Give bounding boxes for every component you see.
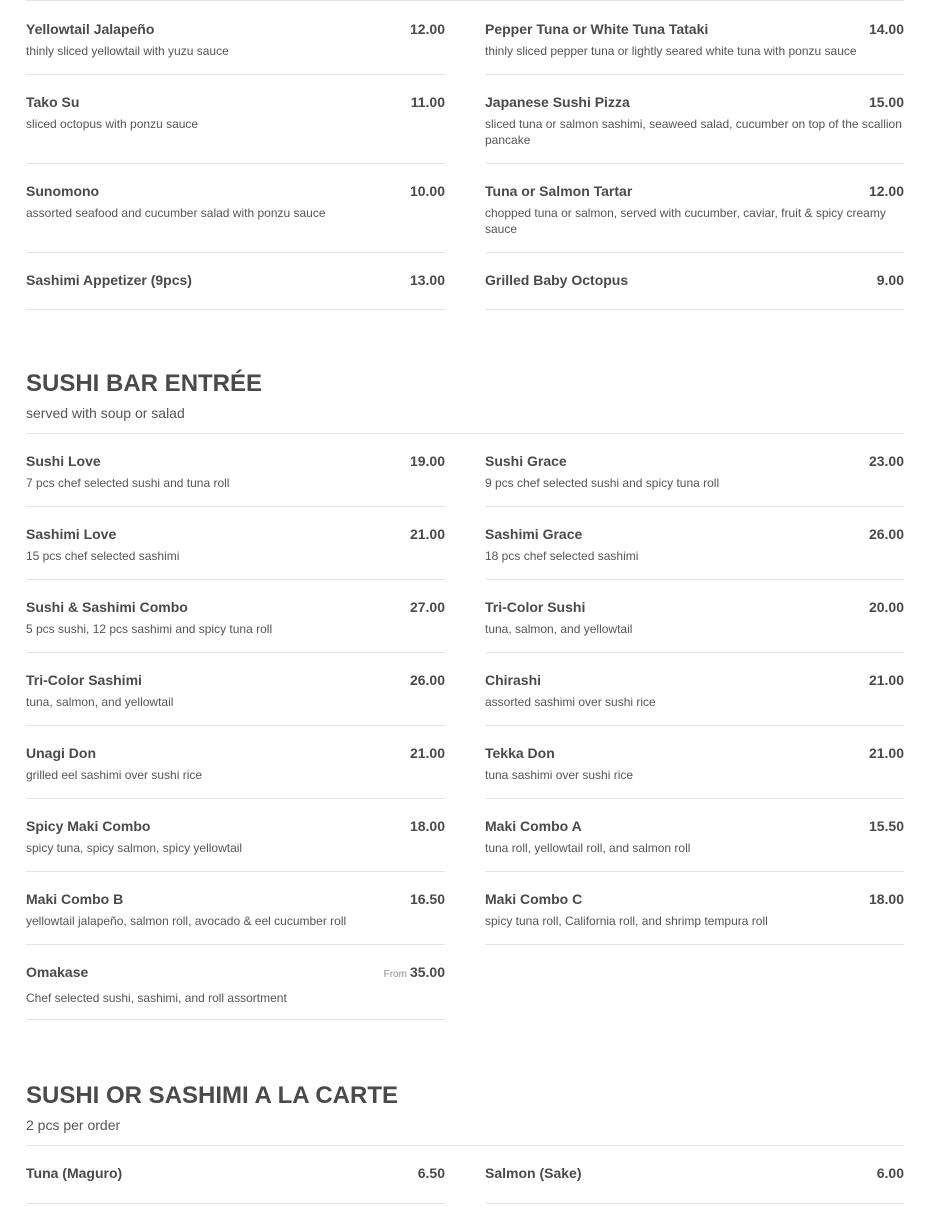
- menu-item[interactable]: [26, 653, 445, 726]
- item-name: Sunomono: [26, 183, 100, 199]
- item-description: spicy tuna, spicy salmon, spicy yellowtail: [26, 841, 243, 855]
- menu-item[interactable]: [485, 726, 904, 799]
- item-name: Grilled Baby Octopus: [485, 272, 629, 288]
- price-from-label: From: [383, 969, 407, 980]
- alacarte-column-left: [26, 1146, 445, 1204]
- menu-item[interactable]: [485, 1, 904, 75]
- item-price: 23.00: [868, 453, 904, 469]
- menu-item[interactable]: [26, 75, 445, 164]
- item-price: 12.00: [868, 183, 904, 199]
- item-description: spicy tuna roll, California roll, and shrimp tempura roll: [485, 914, 768, 928]
- item-description: thinly sliced pepper tuna or lightly seared white tuna with ponzu sauce: [485, 44, 857, 58]
- menu-item[interactable]: [26, 434, 445, 507]
- item-description: assorted seafood and cucumber salad with ponzu sauce: [26, 206, 326, 220]
- menu-item[interactable]: [485, 507, 904, 580]
- item-price: 21.00: [868, 745, 904, 761]
- item-description: tuna sashimi over sushi rice: [485, 768, 634, 782]
- appetizer-column-left: [26, 1, 445, 310]
- menu-item[interactable]: [485, 872, 904, 945]
- item-description: grilled eel sashimi over sushi rice: [26, 768, 203, 782]
- item-description: tuna, salmon, and yellowtail: [485, 622, 633, 636]
- item-price: 20.00: [868, 599, 904, 615]
- entree-grid: [26, 434, 904, 1020]
- item-name: Spicy Maki Combo: [26, 818, 151, 834]
- item-price: 15.00: [868, 94, 904, 110]
- menu-item[interactable]: [485, 75, 904, 164]
- item-description: sliced tuna or salmon sashimi, seaweed salad, cucumber on top of the scallion pancake: [485, 117, 902, 147]
- item-price: 27.00: [409, 599, 445, 615]
- item-description: tuna, salmon, and yellowtail: [26, 695, 174, 709]
- menu-item[interactable]: [485, 653, 904, 726]
- item-price: 21.00: [868, 672, 904, 688]
- item-price: 18.00: [409, 818, 445, 834]
- item-name: Sashimi Love: [26, 526, 117, 542]
- menu-item[interactable]: [26, 164, 445, 253]
- item-price: 10.00: [409, 183, 445, 199]
- menu-item[interactable]: [26, 580, 445, 653]
- item-price: 15.50: [868, 818, 904, 834]
- item-name: Sushi Grace: [485, 453, 567, 469]
- item-name: Japanese Sushi Pizza: [485, 94, 630, 110]
- appetizer-column-right: [485, 1, 904, 310]
- item-description: yellowtail jalapeño, salmon roll, avocado & eel cucumber roll: [26, 914, 347, 928]
- item-price: 16.50: [409, 891, 445, 907]
- item-name: Chirashi: [485, 672, 542, 688]
- section-header: [26, 370, 904, 422]
- item-name: Sashimi Grace: [485, 526, 583, 542]
- menu-item[interactable]: [26, 1, 445, 75]
- appetizer-grid: [26, 1, 904, 310]
- item-description: 18 pcs chef selected sashimi: [485, 549, 639, 563]
- item-price: 13.00: [409, 272, 445, 288]
- item-name: Maki Combo C: [485, 891, 583, 907]
- menu-page: [26, 0, 904, 1204]
- item-price: 26.00: [868, 526, 904, 542]
- item-description: 9 pcs chef selected sushi and spicy tuna roll: [485, 476, 720, 490]
- item-name: Tuna (Maguro): [26, 1165, 123, 1181]
- menu-item[interactable]: [485, 580, 904, 653]
- section-title: SUSHI OR SASHIMI A LA CARTE: [26, 1082, 399, 1109]
- item-name: Maki Combo B: [26, 891, 124, 907]
- menu-item[interactable]: [485, 799, 904, 872]
- item-price: 9.00: [876, 272, 904, 288]
- item-description: 7 pcs chef selected sushi and tuna roll: [26, 476, 230, 490]
- item-description: 15 pcs chef selected sashimi: [26, 549, 180, 563]
- item-name: Tekka Don: [485, 745, 555, 761]
- item-name: Tako Su: [26, 94, 80, 110]
- item-name: Sashimi Appetizer (9pcs): [26, 272, 192, 288]
- item-price: 11.00: [410, 94, 445, 110]
- menu-item[interactable]: [26, 1146, 445, 1204]
- item-description: sliced octopus with ponzu sauce: [26, 117, 199, 131]
- item-description: Chef selected sushi, sashimi, and roll assortment: [26, 991, 287, 1005]
- alacarte-column-right: [485, 1146, 904, 1204]
- item-name: Salmon (Sake): [485, 1165, 582, 1181]
- item-name: Sushi & Sashimi Combo: [26, 599, 188, 615]
- item-name: Unagi Don: [26, 745, 96, 761]
- alacarte-grid: [26, 1146, 904, 1204]
- item-price: 26.00: [409, 672, 445, 688]
- section-header: [26, 1082, 904, 1134]
- menu-item[interactable]: [26, 872, 445, 945]
- menu-item[interactable]: [485, 253, 904, 310]
- item-name: Tuna or Salmon Tartar: [485, 183, 633, 199]
- item-description: assorted sashimi over sushi rice: [485, 695, 656, 709]
- price-value: 35.00: [409, 964, 445, 980]
- item-price: 21.00: [409, 526, 445, 542]
- item-name: Omakase: [26, 964, 89, 980]
- menu-item[interactable]: [26, 945, 445, 1020]
- item-description: 5 pcs sushi, 12 pcs sashimi and spicy tuna roll: [26, 622, 273, 636]
- menu-item[interactable]: [26, 799, 445, 872]
- item-price: 12.00: [409, 21, 445, 37]
- item-price: 6.00: [876, 1165, 904, 1181]
- entree-column-left: [26, 434, 445, 1020]
- menu-item[interactable]: [485, 434, 904, 507]
- item-name: Tri-Color Sashimi: [26, 672, 142, 688]
- menu-item[interactable]: [26, 726, 445, 799]
- menu-item[interactable]: [26, 507, 445, 580]
- section-title: SUSHI BAR ENTRÉE: [26, 370, 263, 397]
- item-price: 19.00: [409, 453, 445, 469]
- entree-column-right: [485, 434, 904, 1020]
- item-description: chopped tuna or salmon, served with cucumber, caviar, fruit & spicy creamy sauce: [485, 206, 886, 236]
- item-price: [384, 964, 445, 983]
- item-price: 18.00: [868, 891, 904, 907]
- item-name: Pepper Tuna or White Tuna Tataki: [485, 21, 709, 37]
- menu-item[interactable]: [485, 1146, 904, 1204]
- item-name: Yellowtail Jalapeño: [26, 21, 155, 37]
- item-name: Maki Combo A: [485, 818, 582, 834]
- menu-item[interactable]: [485, 164, 904, 253]
- item-price: 21.00: [409, 745, 445, 761]
- menu-item[interactable]: [26, 253, 445, 310]
- section-subtitle: served with soup or salad: [26, 405, 185, 421]
- item-name: Tri-Color Sushi: [485, 599, 586, 615]
- item-name: Sushi Love: [26, 453, 101, 469]
- item-description: thinly sliced yellowtail with yuzu sauce: [26, 44, 229, 58]
- item-price: 14.00: [868, 21, 904, 37]
- item-description: tuna roll, yellowtail roll, and salmon roll: [485, 841, 691, 855]
- item-price: 6.50: [417, 1165, 445, 1181]
- section-subtitle: 2 pcs per order: [26, 1117, 121, 1133]
